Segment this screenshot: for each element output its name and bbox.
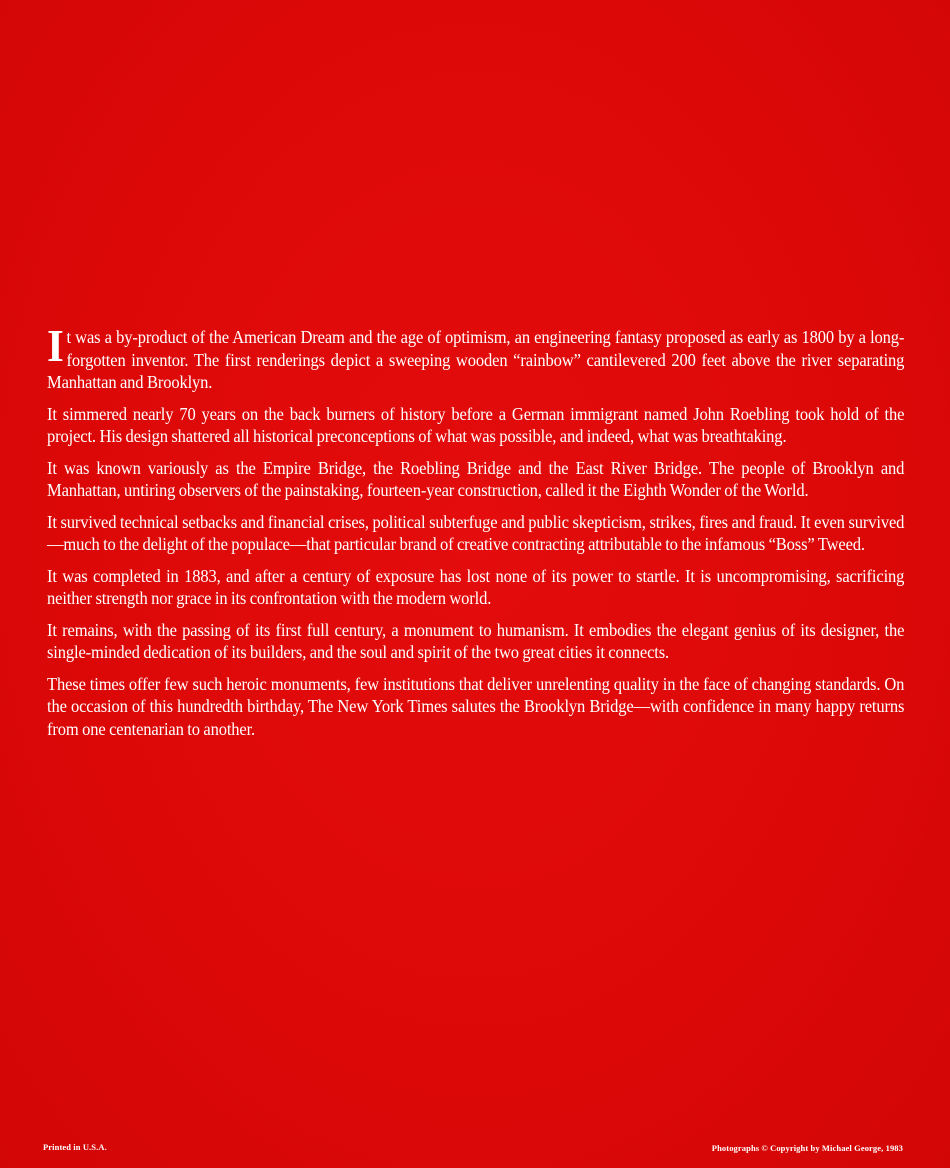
paragraph-1-text: t was a by-product of the American Dream and the age of optimism, an engineering fantasy proposed as early as 1800 by a long-forgotten inventor. The first renderings depict a sweeping wooden “rainbow” cantilevered 200 feet above the river separating Manhattan and Brooklyn. — [47, 327, 905, 392]
drop-cap: I — [47, 320, 64, 371]
paragraph-7: These times offer few such heroic monuments, few institutions that deliver unrelenting quality in the face of changing standards. On the occasion of this hundredth birthday, The New York Times salutes the Brooklyn Bridge—with confidence in many happy returns from one centenarian to another. — [47, 673, 905, 739]
paragraph-1 — [47, 320, 905, 394]
photo-credit: Photographs © Copyright by Michael George, 1983 — [711, 1143, 903, 1153]
paragraph-3: It was known variously as the Empire Bridge, the Roebling Bridge and the East River Bridge. The people of Brooklyn and Manhattan, untiring observers of the painstaking, fourteen-year construction, called it the Eighth Wonder of the World. — [47, 457, 905, 500]
paragraph-4: It survived technical setbacks and financial crises, political subterfuge and public skepticism, strikes, fires and fraud. It even survived—much to the delight of the populace—that particular brand of creative contracting attributable to the infamous “Boss” Tweed. — [47, 511, 905, 554]
paragraph-5: It was completed in 1883, and after a century of exposure has lost none of its power to startle. It is uncompromising, sacrificing neither strength nor grace in its confrontation with the modern world. — [47, 565, 905, 608]
paragraph-2: It simmered nearly 70 years on the back burners of history before a German immigrant named John Roebling took hold of the project. His design shattered all historical preconceptions of what was possible, and indeed, what was breathtaking. — [47, 403, 905, 446]
printed-in-label: Printed in U.S.A. — [43, 1142, 107, 1152]
paragraph-6: It remains, with the passing of its first full century, a monument to humanism. It embodies the elegant genius of its designer, the single-minded dedication of its builders, and the soul and spirit of the two great cities it connects. — [47, 619, 905, 662]
article-body — [47, 320, 905, 749]
